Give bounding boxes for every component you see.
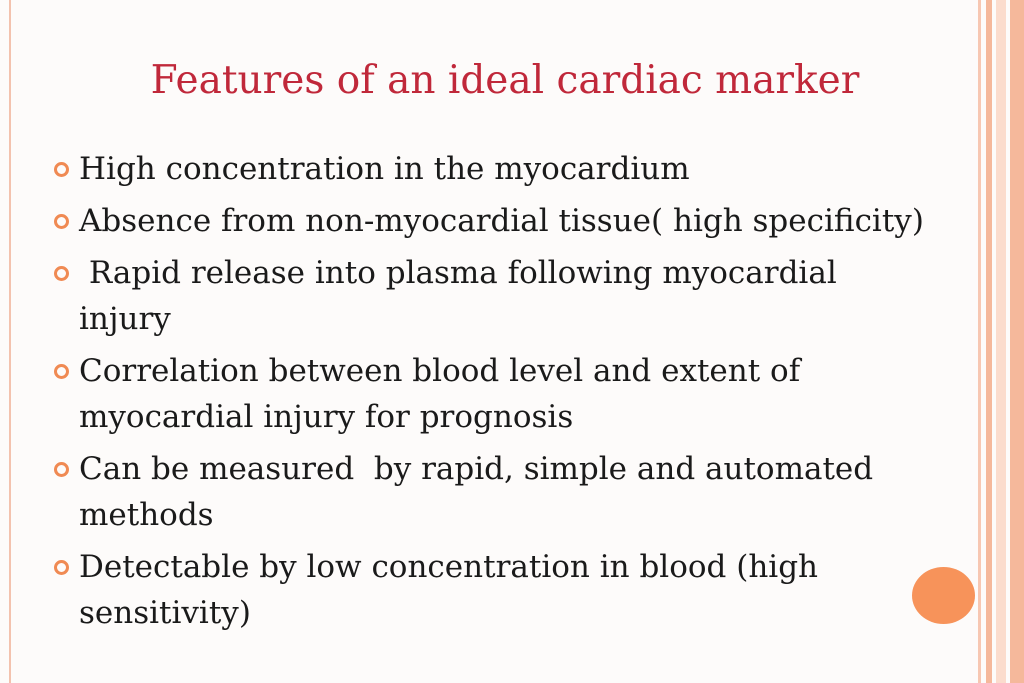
bullet-icon xyxy=(54,214,69,229)
bullet-text: Can be measured by rapid, simple and automated methods xyxy=(79,451,893,533)
bullet-icon xyxy=(54,560,69,575)
orange-circle-icon xyxy=(912,567,975,624)
bullet-text: High concentration in the myocardium xyxy=(79,151,690,187)
bullet-text: Detectable by low concentration in blood (high sensitivity) xyxy=(79,549,819,631)
bullet-list xyxy=(52,146,932,642)
slide-title: Features of an ideal cardiac marker xyxy=(150,58,860,103)
right-stripe-4 xyxy=(1010,0,1024,683)
list-item xyxy=(52,146,932,192)
bullet-icon xyxy=(54,462,69,477)
bullet-text: Absence from non-myocardial tissue( high specificity) xyxy=(79,203,924,239)
list-item xyxy=(52,250,932,342)
list-item xyxy=(52,198,932,244)
bullet-text: Correlation between blood level and extent of myocardial injury for prognosis xyxy=(79,353,801,435)
list-item xyxy=(52,544,932,636)
list-item xyxy=(52,348,932,440)
bullet-icon xyxy=(54,364,69,379)
list-item xyxy=(52,446,932,538)
bullet-icon xyxy=(54,162,69,177)
bullet-text: Rapid release into plasma following myocardial injury xyxy=(79,255,847,337)
bullet-icon xyxy=(54,266,69,281)
